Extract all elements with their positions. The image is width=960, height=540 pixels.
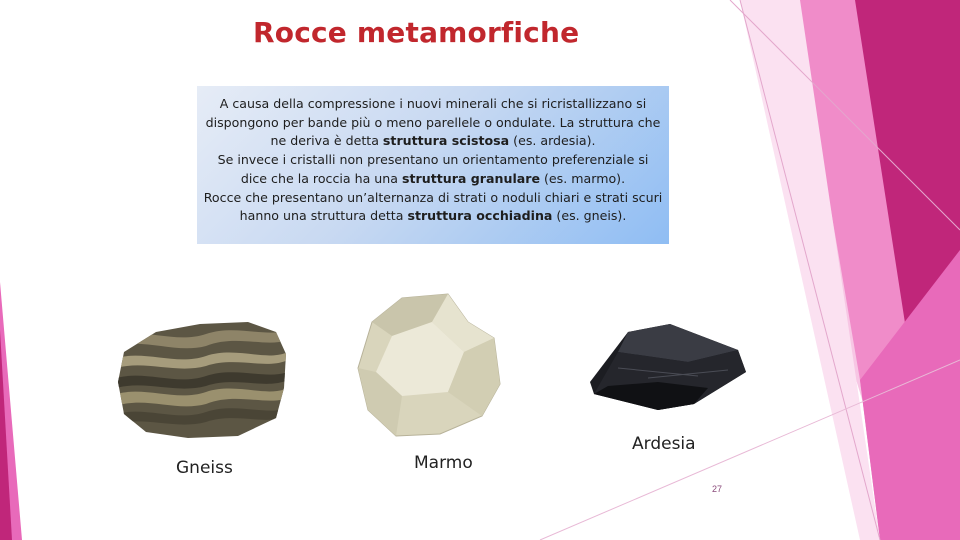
bold-term-occhiadina: struttura occhiadina — [407, 208, 553, 224]
paragraph-occhiadina — [203, 189, 663, 226]
paragraph-text: A causa della compressione i nuovi minerali che si ricristallizzano si dispongono per bande più o meno parellele o ondulate. La struttura che ne deriva è detta — [205, 96, 661, 149]
paragraph-text: (es. ardesia). — [509, 133, 596, 149]
gneiss-label: Gneiss — [176, 458, 233, 478]
ardesia-label: Ardesia — [632, 434, 696, 454]
paragraph-text: Rocce che presentano un’alternanza di strati o noduli chiari e strati scuri hanno una struttura detta — [203, 189, 663, 224]
gneiss-rock-image — [116, 318, 288, 440]
marmo-rock-image — [352, 292, 502, 438]
bold-term-scistosa: struttura scistosa — [382, 133, 510, 149]
paragraph-scistosa — [203, 95, 663, 151]
bold-term-granulare: struttura granulare — [402, 170, 541, 186]
marmo-label: Marmo — [414, 453, 473, 473]
paragraph-text: (es. gneis). — [552, 208, 627, 224]
ardesia-rock-image — [588, 322, 748, 414]
paragraph-granulare — [203, 151, 663, 188]
page-number: 27 — [712, 484, 723, 494]
description-textbox — [197, 86, 669, 244]
slide-title: Rocce metamorfiche — [253, 16, 580, 49]
paragraph-text: (es. marmo). — [540, 170, 626, 186]
paragraph-text: Se invece i cristalli non presentano un orientamento preferenziale si dice che la roccia ha una — [217, 152, 649, 186]
